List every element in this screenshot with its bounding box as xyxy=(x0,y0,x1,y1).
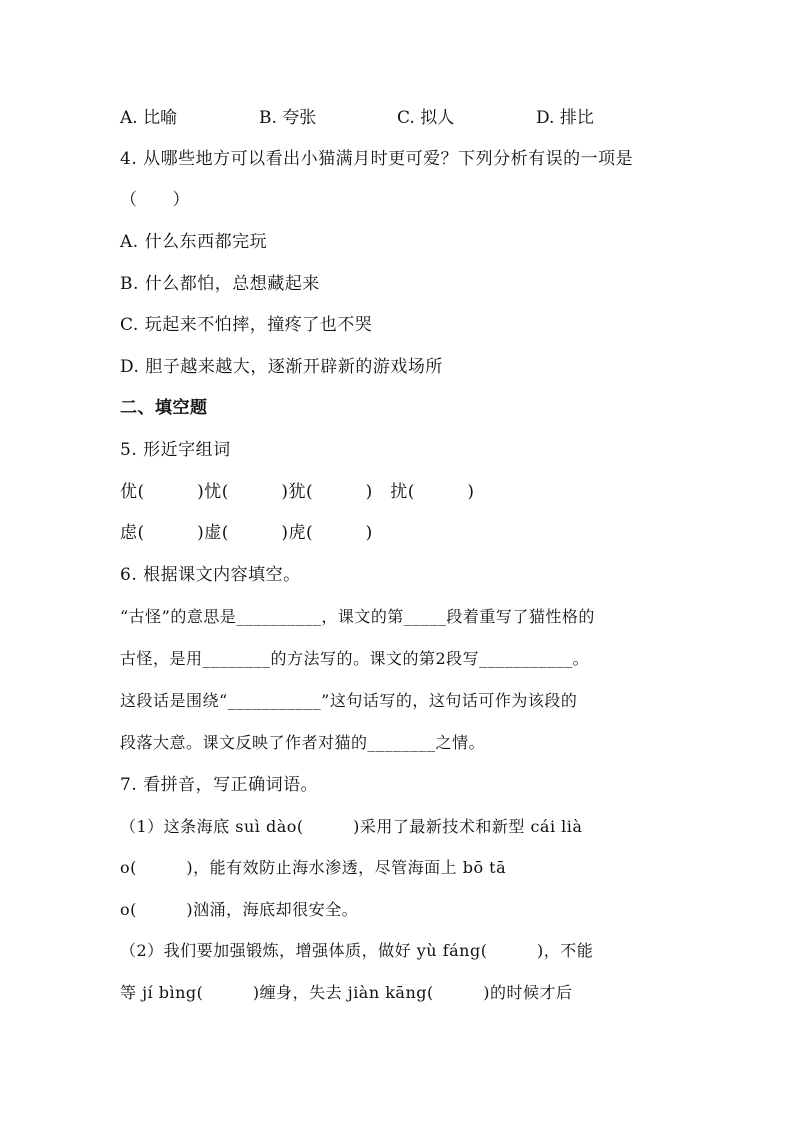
q4-stem-line2: （ ） xyxy=(120,190,190,210)
q6-line1: “古怪”的意思是__________，课文的第_____段着重写了猫性格的 xyxy=(120,607,595,626)
q6-line2: 古怪，是用________的方法写的。课文的第2段写___________。 xyxy=(120,649,590,668)
q6-line3: 这段话是围绕“___________”这句话写的，这句话可作为该段的 xyxy=(120,691,578,710)
q7-line1: （1）这条海底 suì dào( )采用了最新技术和新型 cái lià xyxy=(120,817,583,836)
q5-title: 5. 形近字组词 xyxy=(120,440,231,460)
q3-option-a: A. 比喻 xyxy=(120,108,178,128)
q4-option-a: A. 什么东西都完玩 xyxy=(120,232,268,252)
q6-line4: 段落大意。课文反映了作者对猫的________之情。 xyxy=(120,733,486,752)
q5-row1: 优( )忧( )犹( ) 扰( ) xyxy=(120,482,475,502)
q4-stem-line1: 4. 从哪些地方可以看出小猫满月时更可爱？下列分析有误的一项是 xyxy=(120,149,634,169)
q4-option-d: D. 胆子越来越大，逐渐开辟新的游戏场所 xyxy=(120,357,443,377)
q7-title: 7. 看拼音，写正确词语。 xyxy=(120,775,319,795)
q3-option-c: C. 拟人 xyxy=(397,108,455,128)
section2-title: 二、填空题 xyxy=(120,398,208,418)
q3-option-d: D. 排比 xyxy=(536,108,594,128)
q3-option-b: B. 夸张 xyxy=(259,108,317,128)
q4-option-b: B. 什么都怕，总想藏起来 xyxy=(120,274,320,294)
q6-title: 6. 根据课文内容填空。 xyxy=(120,565,301,585)
q7-line3: o( )汹涌，海底却很安全。 xyxy=(120,900,359,919)
q7-line5: 等 jí bìng( )缠身，失去 jiàn kāng( )的时候才后 xyxy=(120,983,573,1002)
q5-row2: 虑( )虚( )虎( ) xyxy=(120,523,373,543)
q7-line4: （2）我们要加强锻炼，增强体质，做好 yù fáng( )，不能 xyxy=(120,941,594,960)
q7-line2: o( )，能有效防止海水渗透，尽管海面上 bō tā xyxy=(120,858,507,877)
q4-option-c: C. 玩起来不怕摔，撞疼了也不哭 xyxy=(120,315,373,335)
